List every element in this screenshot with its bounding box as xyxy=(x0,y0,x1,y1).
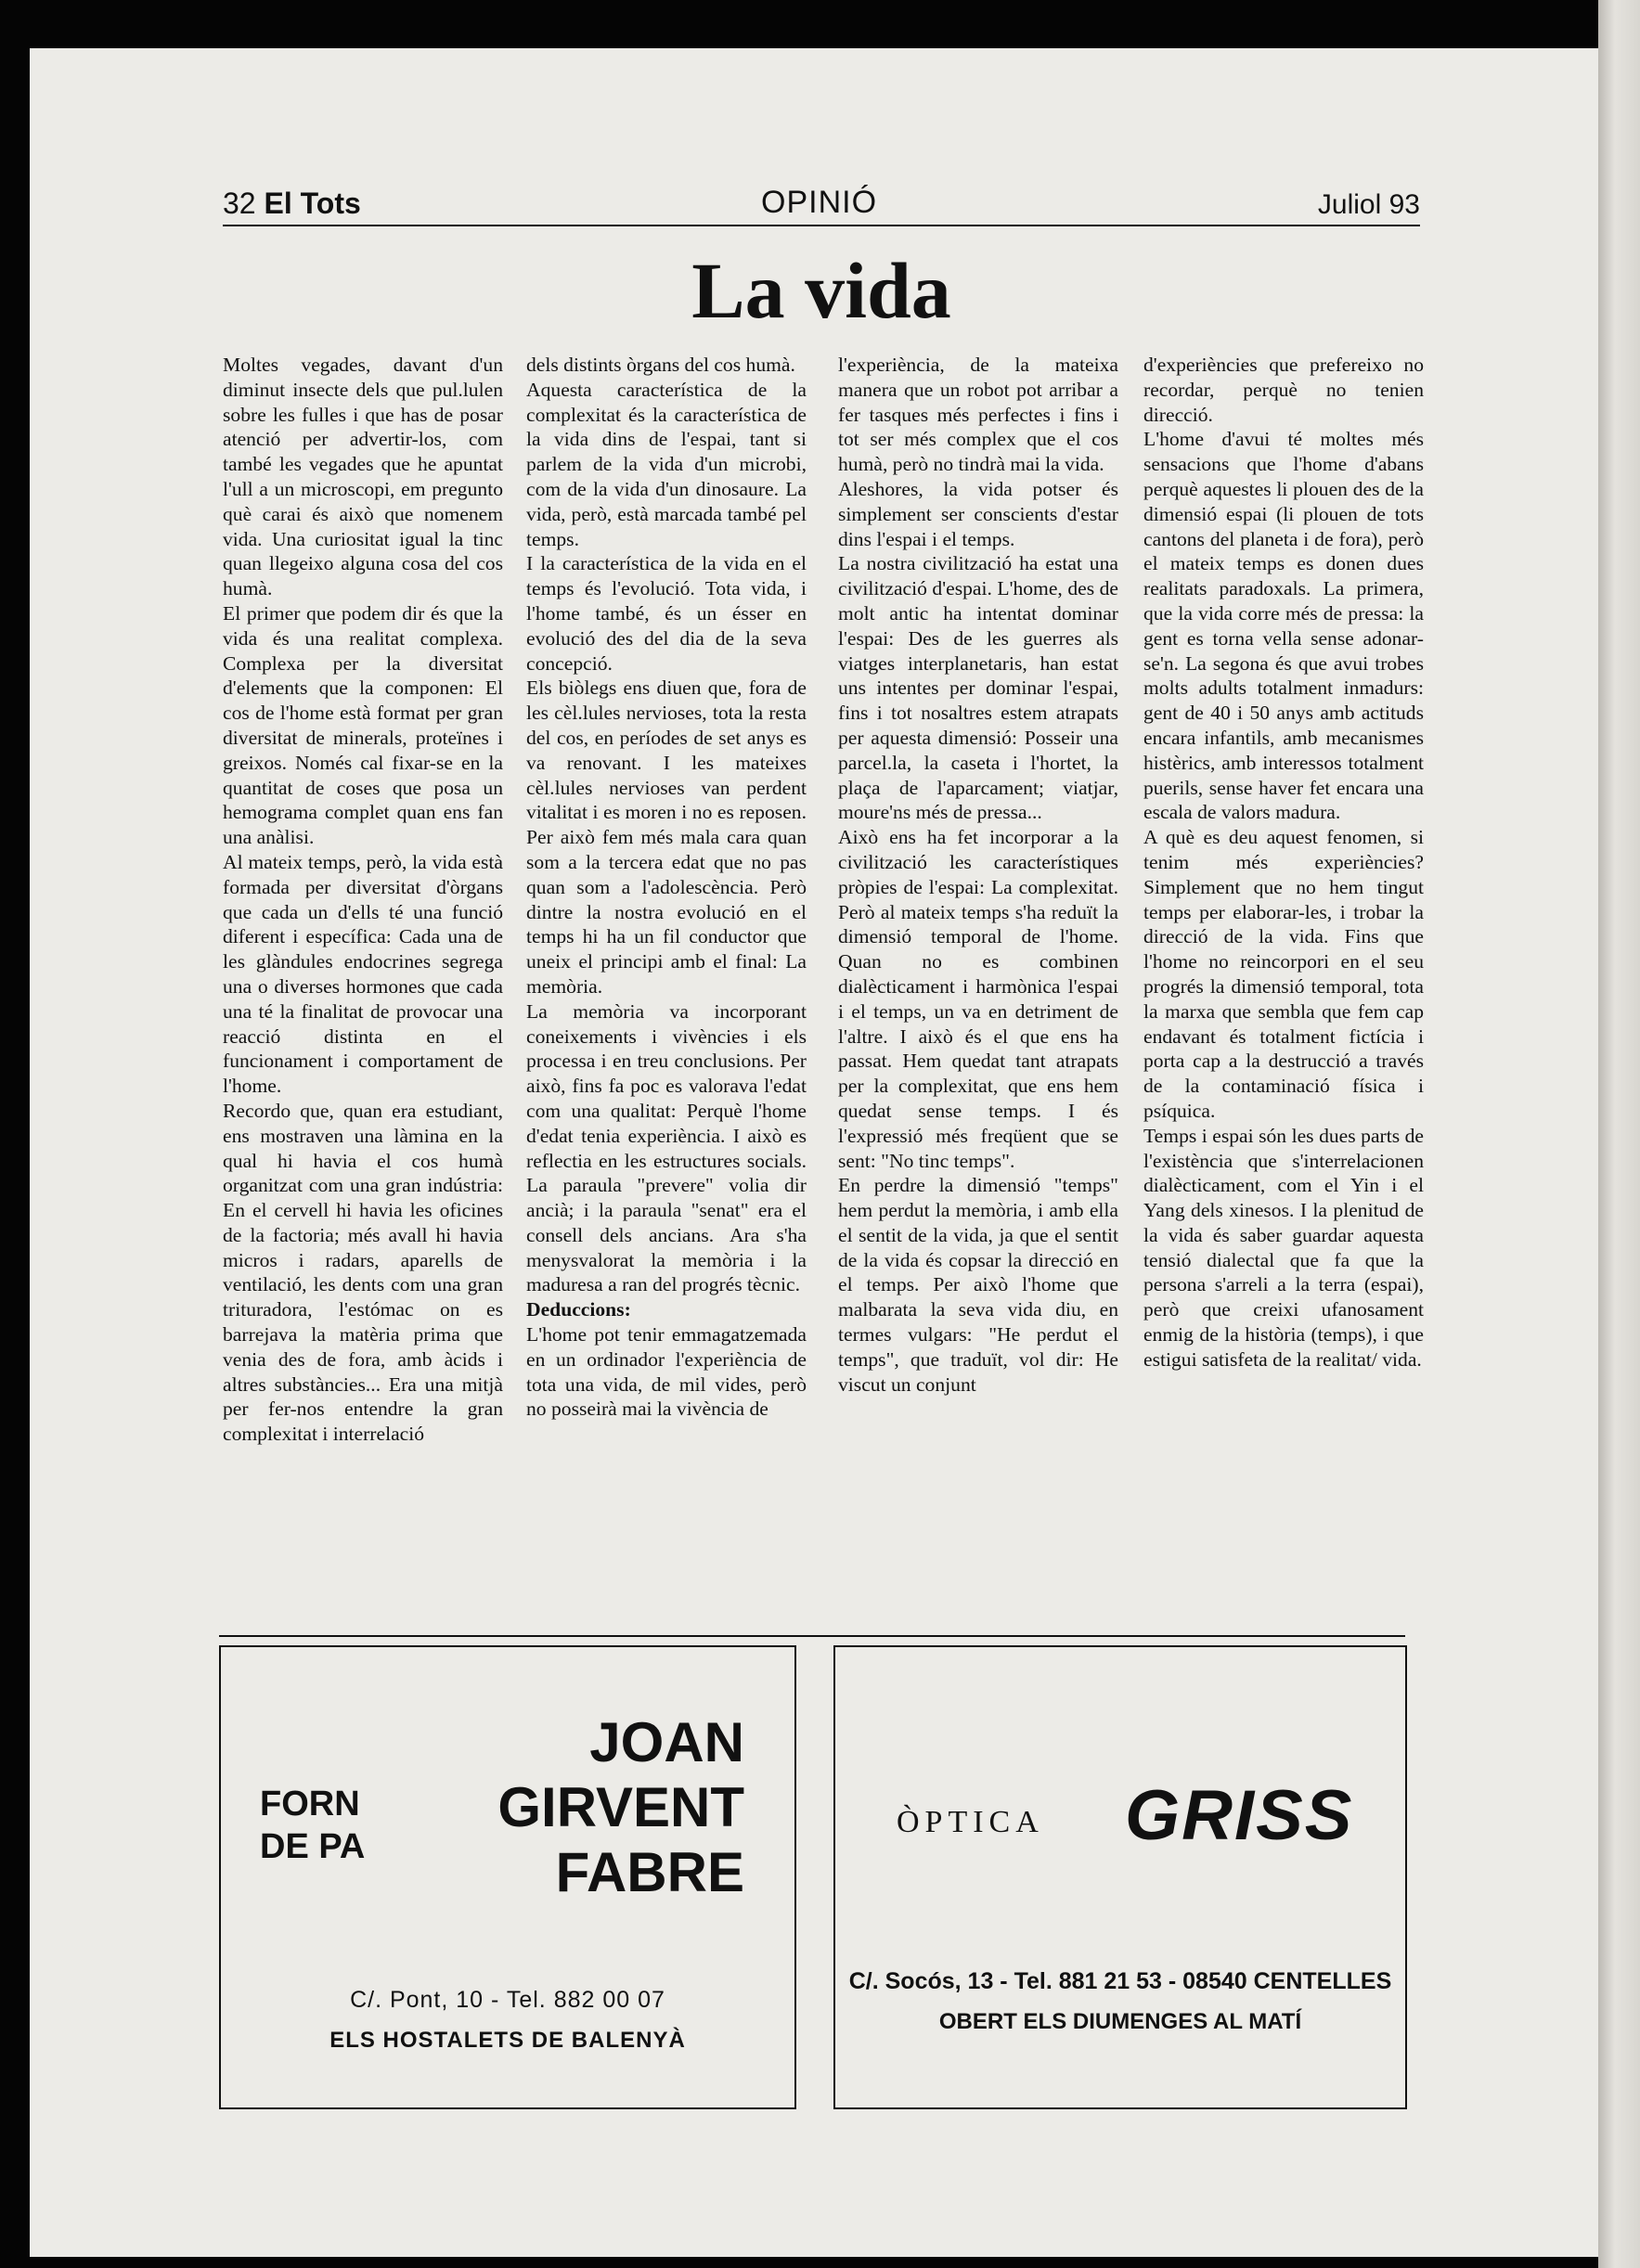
article-column-3 xyxy=(838,353,1118,1596)
bakery-advertisement xyxy=(219,1645,796,2109)
paragraph: Temps i espai són les dues parts de l'existència que s'interrelacionen dialècticament, com el Yin i el Yang dels xinesos. I la plenitud de la vida és saber guardar aquesta tensió dialectal que fa que la persona s'arreli a la terra (espai), però que creixi ufanosament enmig de la història (temps), i que estigui satisfeta de la realitat/ vida. xyxy=(1143,1124,1424,1371)
paragraph: l'experiència, de la mateixa manera que un robot pot arribar a fer tasques més perfectes i fins i tot ser més complex que el cos humà, però no tindrà mai la vida. xyxy=(838,354,1118,476)
owner-name-line: FABRE xyxy=(555,1841,744,1903)
paragraph: d'experiències que prefereixo no recordar, perquè no tenien direcció. xyxy=(1143,354,1424,426)
paragraph: Recordo que, quan era estudiant, ens mostraven una làmina en la qual hi havia el cos humà organitzat com una gran indústria: En el cervell hi havia les oficines de la factoria; més avall hi havia micros i radars, aparells de ventilació, les dents com una gran trituradora, l'estómac on es barrejava la matèria prima que venia des de fora, amb àcids i altres substàncies... Era una mitjà per fer-nos entendre la gran complexitat i interrelació xyxy=(223,1099,503,1446)
issue-date: Juliol 93 xyxy=(1317,189,1420,220)
paragraph: Això ens ha fet incorporar a la civilització les característiques pròpies de l'espai: La complexitat. Però al mateix temps s'ha reduït la dimensió temporal de l'home. Quan no es combinen dialècticament i harmònica l'espai i el temps, un va en detriment de l'altre. I això és el que ens ha passat. Hem quedat tant atrapats per la complexitat, que ens hem quedat sense temps. I és l'expressió més freqüent que se sent: "No tinc temps". xyxy=(838,826,1118,1172)
paragraph: La memòria va incorporant coneixements i vivències i els processa i en treu conclusions. Per això, fins fa poc es valorava l'edat com una qualitat: Perquè l'home d'edat tenia experiència. I això es reflectia en les estructures socials. La paraula "prevere" volia dir ancià; i la paraula "senat" era el consell dels ancians. Ara s'ha menysvalorat la memòria i la maduresa a ran del progrés tècnic. xyxy=(526,999,807,1296)
paragraph: dels distints òrgans del cos humà. xyxy=(526,354,795,376)
optician-brand-logo: GRISS xyxy=(1125,1776,1354,1855)
owner-name-line: GIRVENT xyxy=(497,1776,744,1838)
bakery-town: ELS HOSTALETS DE BALENYÀ xyxy=(329,2028,686,2053)
bakery-owner-name xyxy=(429,1710,744,1905)
owner-name-line: JOAN xyxy=(589,1711,744,1773)
paragraph: Aleshores, la vida potser és simplement ser conscients d'estar dins l'espai i el temps. xyxy=(838,477,1118,550)
bakery-address: C/. Pont, 10 - Tel. 882 00 07 xyxy=(350,1987,665,2013)
article-title: La vida xyxy=(691,246,951,335)
bakery-type-line: DE PA xyxy=(260,1827,366,1866)
article-column-2 xyxy=(526,353,807,1596)
paragraph: En perdre la dimensió "temps" hem perdut la memòria, i amb ella el sentit de la vida, ja que el sentit de la vida és copsar la direcció en el temps. Per això l'home que malbarata la seva vida diu, en termes vulgars: "He perdut el temps", que traduït, vol dir: He viscut un conjunt xyxy=(838,1174,1118,1396)
paragraph: L'home pot tenir emmagatzemada en un ordinador l'experiència de tota una vida, de mil vides, però no posseirà mai la vivència de xyxy=(526,1323,807,1421)
bakery-type xyxy=(260,1783,365,1868)
subheading: Deduccions: xyxy=(526,1298,631,1321)
bakery-type-line: FORN xyxy=(260,1785,360,1823)
article-column-4 xyxy=(1143,353,1424,1596)
optician-label: ÒPTICA xyxy=(897,1805,1044,1839)
optician-advertisement xyxy=(833,1645,1407,2109)
section-name: OPINIÓ xyxy=(761,185,878,220)
optician-hours: OBERT ELS DIUMENGES AL MATÍ xyxy=(938,2009,1302,2034)
paragraph: Al mateix temps, però, la vida està formada per diversitat d'òrgans que cada un d'ells té una funció diferent i específica: Cada una de les glàndules endocrines segrega una o diverses hormones que cada una té la finalitat de provocar una reacció distinta en el funcionament i comportament de l'home. xyxy=(223,850,503,1098)
page-number: 32 xyxy=(223,187,256,220)
paragraph: Moltes vegades, davant d'un diminut insecte dels que pul.lulen sobre les fulles i que has de posar atenció per advertir-los, com també les vegades que he apuntat l'ull a un microscopi, em pregunto què carai és això que nomenem vida. Una curiositat igual la tinc quan llegeixo alguna cosa del cos humà. xyxy=(223,354,503,600)
publication-name: El Tots xyxy=(264,187,361,220)
paragraph: El primer que podem dir és que la vida és una realitat complexa. Complexa per la diversitat d'elements que la componen: El cos de l'home està format per gran diversitat de minerals, proteïnes i greixos. Només cal fixar-se en la quantitat de coses que posa un hemograma complet quan ens fan una anàlisi. xyxy=(223,601,503,849)
paragraph: Aquesta característica de la complexitat és la característica de la vida dins de l'espai, tant si parlem de la vida d'un microbi, com de la vida d'un dinosaure. La vida, però, està marcada també pel temps. xyxy=(526,378,807,550)
paragraph: L'home d'avui té moltes més sensacions que l'home d'abans perquè aquestes li plouen des de la dimensió espai (li plouen de tots cantons del planeta i de fora), però el mateix temps es donen dues realitats paradoxals. La primera, que la vida corre més de pressa: la gent es torna vella sense adonar-se'n. La segona és que avui trobes molts adults totalment inmadurs: gent de 40 i 50 anys amb actituds encara infantils, amb mecanismes histèrics, amb interessos totalment puerils, sense haver fet encara una escala de valors madura. xyxy=(1143,428,1424,824)
ads-divider xyxy=(219,1635,1405,1637)
paragraph: A què es deu aquest fenomen, si tenim més experiències? Simplement que no hem tingut temps per elaborar-les, i trobar la direcció de la vida. Fins que l'home no reincorpori en el seu progrés la dimensió temporal, tota la marxa que sembla que fem cap endavant és totalment fictícia i porta cap a la destrucció a través de la contaminació física i psíquica. xyxy=(1143,826,1424,1122)
paragraph: Els biòlegs ens diuen que, fora de les cèl.lules nervioses, tota la resta del cos, en períodes de set anys es va renovant. I les mateixes cèl.lules nervioses van perdent vitalitat i es moren i no es reposen. Per això fem més mala cara quan som a la tercera edat que no pas quan som a l'adolescència. Però dintre la nostra evolució en el temps hi ha un fil conductor que uneix el principi amb el final: La memòria. xyxy=(526,677,807,998)
article-column-1 xyxy=(223,353,503,1596)
optician-address: C/. Socós, 13 - Tel. 881 21 53 - 08540 CENTELLES xyxy=(848,1968,1392,1994)
next-page-edge xyxy=(1598,0,1640,2268)
page-header xyxy=(223,187,1420,226)
paragraph: I la característica de la vida en el temps és l'evolució. Tota vida, i l'home també, és un ésser en evolució des del dia de la seva concepció. xyxy=(526,552,807,675)
paragraph: La nostra civilització ha estat una civilització d'espai. L'home, des de molt antic ha intentat dominar l'espai: Des de les guerres als viatges interplanetaris, han estat uns intentes per dominar l'espai, fins i tot nosaltres estem atrapats per aquesta dimensió: Posseir una parcel.la, la caseta i l'hortet, la plaça de l'aparcament; viatjar, moure'ns més de pressa... xyxy=(838,552,1118,824)
page-folio xyxy=(223,187,361,221)
